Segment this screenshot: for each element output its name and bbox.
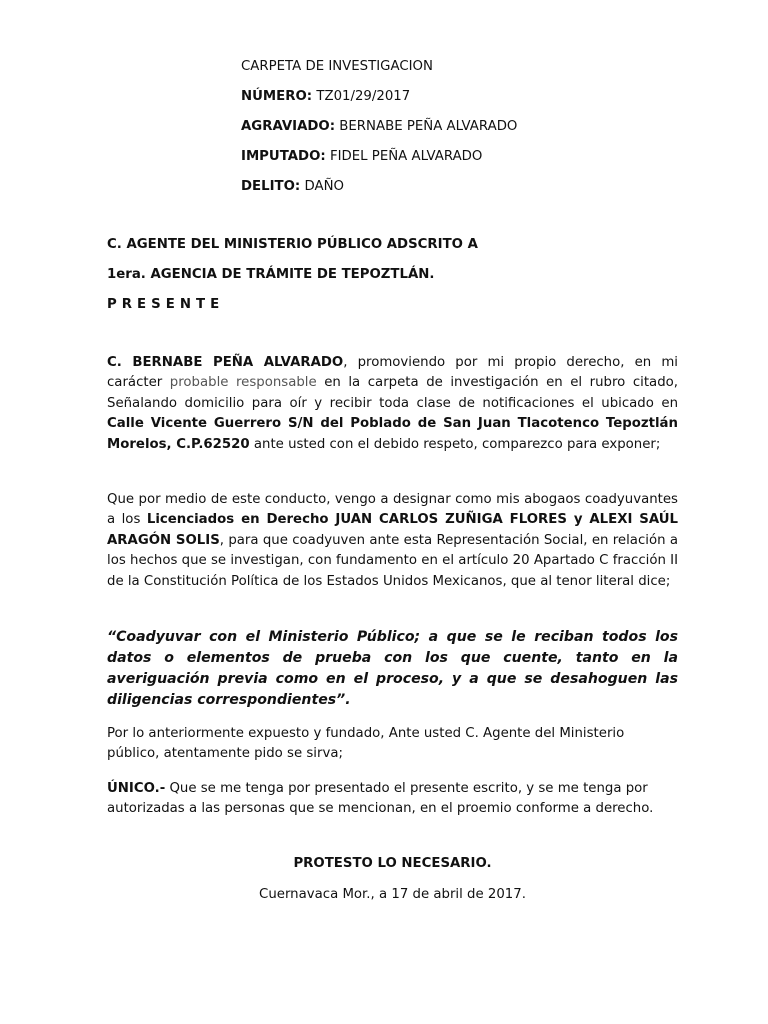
case-number-line	[241, 88, 701, 106]
accused-label: IMPUTADO:	[241, 149, 326, 164]
offense-label: DELITO:	[241, 179, 301, 194]
intro-highlight: probable responsable	[169, 375, 317, 391]
accused-line	[241, 148, 701, 166]
offense-line	[241, 178, 701, 196]
intro-text-3: ante usted con el debido respeto, comparezco para exponer;	[249, 436, 661, 452]
petitioner-name: C. BERNABE PEÑA ALVARADO	[107, 355, 344, 370]
intro-paragraph	[107, 353, 678, 455]
closing-date: Cuernavaca Mor., a 17 de abril de 2017.	[259, 887, 526, 902]
accused-value: FIDEL PEÑA ALVARADO	[329, 149, 483, 164]
case-file-title	[241, 58, 701, 76]
domicile-address: Calle Vicente Guerrero S/N del Poblado de San Juan Tlacotenco Tepoztlán Morelos, C.P.62520	[107, 416, 678, 452]
sole-point-text: Que se me tenga por presentado el presente escrito, y se me tenga por autorizadas a las personas que se mencionan, en el proemio conforme a derecho.	[107, 781, 654, 817]
aggrieved-value: BERNABE PEÑA ALVARADO	[339, 119, 518, 134]
lawyers-names: Licenciados en Derecho JUAN CARLOS ZUÑIGA FLORES y ALEXI SAÚL ARAGÓN SOLIS	[107, 512, 678, 548]
addressee-line-2: 1era. AGENCIA DE TRÁMITE DE TEPOZTLÁN.	[107, 267, 435, 282]
addressee-presente: P R E S E N T E	[107, 297, 220, 312]
sole-point-paragraph	[107, 779, 678, 820]
request-paragraph: Por lo anteriormente expuesto y fundado, Ante usted C. Agente del Ministerio público, atentamente pido se sirva;	[107, 726, 625, 762]
constitution-quote: “Coadyuvar con el Ministerio Público; a que se le reciban todos los datos o elementos de prueba con los que cuente, tanto en la averiguación previa como en el proceso, y a que se desahoguen las diligencias correspondientes”.	[107, 629, 678, 708]
aggrieved-line	[241, 118, 701, 136]
offense-value: DAÑO	[304, 179, 344, 194]
case-file-title-text: CARPETA DE INVESTIGACION	[241, 59, 433, 74]
intro-text-2: en la carpeta de investigación en el rubro citado, Señalando domicilio para oír y recibir toda clase de notificaciones el ubicado en	[107, 375, 678, 411]
designation-text-2: , para que coadyuven ante esta Representación Social, en relación a los hechos que se investigan, con fundamento en el artículo 20 Apartado C fracción II de la Constitución Política de los Estados Unidos Mexicanos, que al tenor literal dice;	[107, 532, 678, 589]
designation-paragraph	[107, 490, 678, 592]
case-number-value: TZ01/29/2017	[316, 89, 411, 104]
sole-point-label: ÚNICO.-	[107, 781, 166, 796]
addressee-line-1: C. AGENTE DEL MINISTERIO PÚBLICO ADSCRITO A	[107, 237, 478, 252]
aggrieved-label: AGRAVIADO:	[241, 119, 336, 134]
closing-protesto: PROTESTO LO NECESARIO.	[293, 856, 492, 871]
case-number-label: NÚMERO:	[241, 89, 313, 104]
designation-text-1: Que por medio de este conducto, vengo a designar como mis abogaos coadyuvantes a los	[107, 492, 678, 528]
intro-text-1: , promoviendo por mi propio derecho, en mi carácter	[107, 355, 678, 391]
